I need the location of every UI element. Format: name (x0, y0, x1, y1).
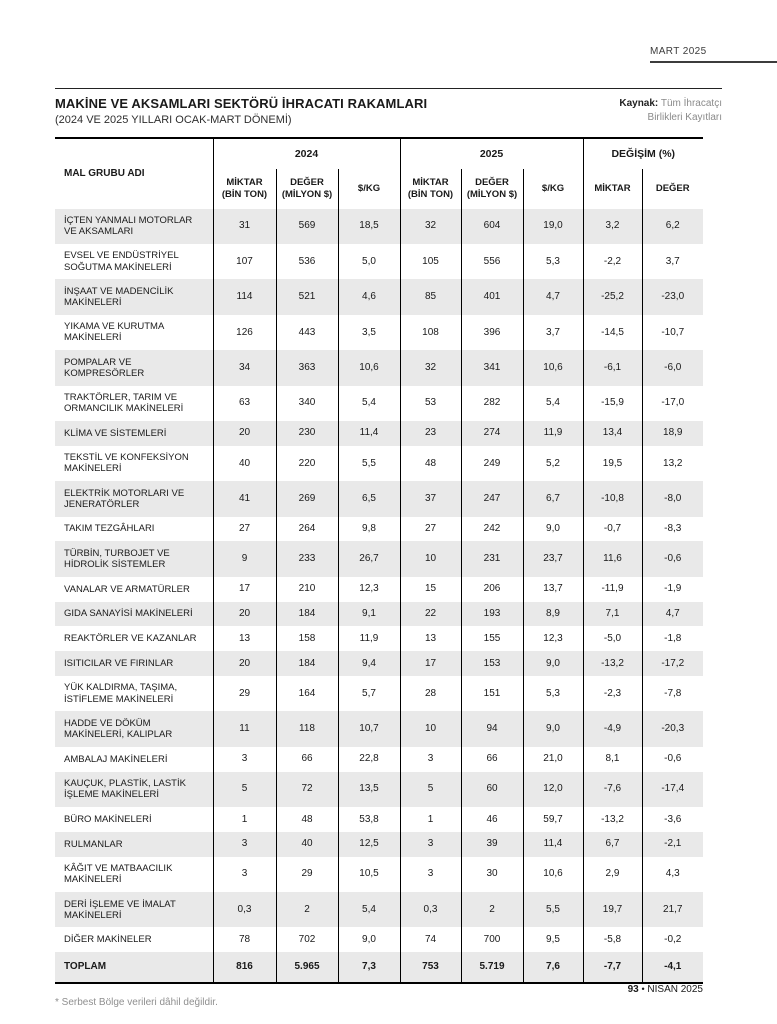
cell-value: 21,0 (523, 747, 583, 772)
table-row (55, 651, 703, 676)
cell-value: 10,6 (523, 350, 583, 385)
product-group-name: VANALAR VE ARMATÜRLER (64, 583, 190, 595)
subcol-unit: (BİN TON) (407, 188, 454, 200)
total-value: 753 (400, 952, 461, 983)
cell-value: 3,2 (583, 209, 642, 244)
cell-value: 6,7 (523, 481, 583, 516)
table-row (55, 315, 703, 350)
cell-value: -0,6 (642, 747, 703, 772)
cell-value: 569 (276, 209, 338, 244)
cell-value: 11,9 (338, 626, 400, 651)
cell-value: -7,6 (583, 772, 642, 807)
cell-value: 230 (276, 421, 338, 446)
cell-value: 206 (461, 577, 523, 602)
cell-value: 401 (461, 279, 523, 314)
cell-value: 0,3 (400, 892, 461, 927)
cell-value: 22 (400, 602, 461, 627)
subcol-header-quantity-2025 (400, 169, 461, 209)
cell-value: 3 (400, 832, 461, 857)
group-header-2024: 2024 (213, 138, 400, 169)
subcol-label: $/KG (541, 182, 565, 194)
export-figures-table (55, 137, 703, 985)
cell-value: 10,6 (523, 857, 583, 892)
table-row (55, 577, 703, 602)
cell-value: -20,3 (642, 711, 703, 746)
cell-value: 220 (276, 446, 338, 481)
table-header (55, 138, 703, 209)
total-label: TOPLAM (64, 961, 107, 973)
cell-value: 78 (213, 927, 276, 952)
cell-value: -8,3 (642, 517, 703, 542)
column-header-product-group: MAL GRUBU ADI (64, 168, 145, 180)
cell-value: 443 (276, 315, 338, 350)
cell-value: 5 (400, 772, 461, 807)
cell-value: -10,8 (583, 481, 642, 516)
subcol-label: MİKTAR (594, 182, 631, 194)
cell-value: 23,7 (523, 541, 583, 576)
cell-value: 94 (461, 711, 523, 746)
group-header-row (55, 138, 703, 169)
cell-value: 151 (461, 676, 523, 711)
table-row (55, 927, 703, 952)
cell-value: -15,9 (583, 386, 642, 421)
cell-value: 11 (213, 711, 276, 746)
table-body (55, 209, 703, 953)
cell-value: 9,5 (523, 927, 583, 952)
cell-value: 20 (213, 421, 276, 446)
cell-value: 0,3 (213, 892, 276, 927)
cell-value: 32 (400, 209, 461, 244)
cell-value: 1 (213, 807, 276, 832)
cell-value: -13,2 (583, 807, 642, 832)
report-title: MAKİNE VE AKSAMLARI SEKTÖRÜ İHRACATI RAKAMLARI (55, 96, 428, 111)
group-header-2025: 2025 (400, 138, 583, 169)
cell-value: 9,0 (523, 517, 583, 542)
cell-value: 20 (213, 602, 276, 627)
cell-value: 66 (276, 747, 338, 772)
cell-value: 9,4 (338, 651, 400, 676)
product-group-name: POMPALAR VE KOMPRESÖRLER (64, 356, 145, 379)
cell-value: 12,5 (338, 832, 400, 857)
cell-value: 74 (400, 927, 461, 952)
cell-value: 48 (276, 807, 338, 832)
report-content (55, 88, 722, 1008)
cell-value: 536 (276, 244, 338, 279)
cell-value: 34 (213, 350, 276, 385)
cell-value: 9,0 (523, 711, 583, 746)
cell-value: -10,7 (642, 315, 703, 350)
cell-value: 23 (400, 421, 461, 446)
product-group-name: ISITICILAR VE FIRINLAR (64, 657, 174, 669)
cell-value: 1 (400, 807, 461, 832)
table-row (55, 209, 703, 244)
page-number: 93 (627, 984, 639, 995)
product-group-name: TRAKTÖRLER, TARIM VE ORMANCILIK MAKİNELERİ (64, 392, 184, 415)
cell-value: 13 (213, 626, 276, 651)
cell-value: 10,7 (338, 711, 400, 746)
cell-value: 17 (213, 577, 276, 602)
cell-value: 264 (276, 517, 338, 542)
total-value: 5.965 (276, 952, 338, 983)
cell-value: -5,8 (583, 927, 642, 952)
product-group-name: YÜK KALDIRMA, TAŞIMA, İSTİFLEME MAKİNELERİ (64, 682, 178, 705)
cell-value: 231 (461, 541, 523, 576)
page-footer (55, 984, 703, 995)
subcol-header-perkg-2024 (338, 169, 400, 209)
cell-value: 118 (276, 711, 338, 746)
cell-value: 27 (213, 517, 276, 542)
cell-value: -13,2 (583, 651, 642, 676)
subcol-label: DEĞER (290, 177, 324, 189)
table-footer (55, 952, 703, 983)
cell-value: 63 (213, 386, 276, 421)
cell-value: 700 (461, 927, 523, 952)
product-group-name: AMBALAJ MAKİNELERİ (64, 753, 168, 765)
cell-value: -0,2 (642, 927, 703, 952)
cell-value: 40 (213, 446, 276, 481)
table-row (55, 832, 703, 857)
cell-value: 8,9 (523, 602, 583, 627)
cell-value: 556 (461, 244, 523, 279)
cell-value: 22,8 (338, 747, 400, 772)
cell-value: 363 (276, 350, 338, 385)
table-row (55, 350, 703, 385)
report-header (55, 88, 722, 128)
cell-value: -17,4 (642, 772, 703, 807)
source-label: Kaynak: (619, 98, 659, 109)
cell-value: 18,9 (642, 421, 703, 446)
cell-value: 32 (400, 350, 461, 385)
subcol-unit: (MİLYON $) (466, 188, 518, 200)
cell-value: 12,3 (523, 626, 583, 651)
cell-value: 5,7 (338, 676, 400, 711)
cell-value: 233 (276, 541, 338, 576)
product-group-name: KÂĞIT VE MATBAACILIK MAKİNELERİ (64, 863, 173, 886)
cell-value: 5,3 (523, 676, 583, 711)
cell-value: 9,1 (338, 602, 400, 627)
cell-value: 3 (400, 857, 461, 892)
table-row (55, 386, 703, 421)
table-row (55, 244, 703, 279)
cell-value: 13,4 (583, 421, 642, 446)
cell-value: 164 (276, 676, 338, 711)
cell-value: 5,4 (338, 892, 400, 927)
cell-value: 341 (461, 350, 523, 385)
cell-value: 3 (400, 747, 461, 772)
cell-value: 242 (461, 517, 523, 542)
cell-value: 11,4 (523, 832, 583, 857)
table-row (55, 279, 703, 314)
cell-value: 3 (213, 857, 276, 892)
cell-value: 11,4 (338, 421, 400, 446)
table-row (55, 541, 703, 576)
cell-value: 28 (400, 676, 461, 711)
subcol-label: MİKTAR (412, 177, 449, 189)
cell-value: 7,1 (583, 602, 642, 627)
cell-value: 5,5 (523, 892, 583, 927)
cell-value: 269 (276, 481, 338, 516)
cell-value: 9 (213, 541, 276, 576)
total-value: 7,3 (338, 952, 400, 983)
product-group-name: DİĞER MAKİNELER (64, 934, 152, 946)
cell-value: -6,0 (642, 350, 703, 385)
subcol-header-change-quantity (583, 169, 642, 209)
total-value: 7,6 (523, 952, 583, 983)
cell-value: 396 (461, 315, 523, 350)
cell-value: 13 (400, 626, 461, 651)
product-group-name: DERİ İŞLEME VE İMALAT MAKİNELERİ (64, 898, 176, 921)
subcol-header-quantity-2024 (213, 169, 276, 209)
subcol-label: DEĞER (655, 182, 690, 194)
cell-value: 604 (461, 209, 523, 244)
cell-value: 59,7 (523, 807, 583, 832)
product-group-name: YIKAMA VE KURUTMA MAKİNELERİ (64, 321, 164, 344)
cell-value: 184 (276, 651, 338, 676)
footnote: * Serbest Bölge verileri dâhil değildir. (55, 997, 218, 1009)
cell-value: 2 (461, 892, 523, 927)
cell-value: 5,4 (338, 386, 400, 421)
cell-value: 40 (276, 832, 338, 857)
cell-value: -0,7 (583, 517, 642, 542)
cell-value: 53 (400, 386, 461, 421)
table-row (55, 676, 703, 711)
subcol-label: $/KG (357, 182, 381, 194)
cell-value: 12,3 (338, 577, 400, 602)
cell-value: -11,9 (583, 577, 642, 602)
cell-value: 37 (400, 481, 461, 516)
table-row (55, 481, 703, 516)
cell-value: 4,7 (523, 279, 583, 314)
cell-value: 282 (461, 386, 523, 421)
cell-value: 15 (400, 577, 461, 602)
cell-value: 29 (213, 676, 276, 711)
cell-value: 10 (400, 711, 461, 746)
table-row (55, 772, 703, 807)
cell-value: 4,7 (642, 602, 703, 627)
cell-value: 31 (213, 209, 276, 244)
cell-value: 193 (461, 602, 523, 627)
cell-value: 46 (461, 807, 523, 832)
cell-value: 210 (276, 577, 338, 602)
cell-value: 10,6 (338, 350, 400, 385)
cell-value: -17,2 (642, 651, 703, 676)
table-row (55, 446, 703, 481)
cell-value: 4,6 (338, 279, 400, 314)
subcol-header-change-value (642, 169, 703, 209)
cell-value: 5 (213, 772, 276, 807)
cell-value: 19,0 (523, 209, 583, 244)
cell-value: 126 (213, 315, 276, 350)
product-group-name: RULMANLAR (64, 838, 123, 850)
table-row (55, 626, 703, 651)
cell-value: 11,6 (583, 541, 642, 576)
product-group-name: İNŞAAT VE MADENCİLİK MAKİNELERİ (64, 285, 174, 309)
table-row (55, 747, 703, 772)
cell-value: 48 (400, 446, 461, 481)
subcol-label: DEĞER (475, 177, 509, 189)
cell-value: 10 (400, 541, 461, 576)
total-value: 5.719 (461, 952, 523, 983)
cell-value: -6,1 (583, 350, 642, 385)
cell-value: 3,7 (642, 244, 703, 279)
subcol-header-value-2025 (461, 169, 523, 209)
cell-value: -23,0 (642, 279, 703, 314)
product-group-name: REAKTÖRLER VE KAZANLAR (64, 633, 197, 645)
cell-value: -5,0 (583, 626, 642, 651)
cell-value: 3 (213, 747, 276, 772)
cell-value: 155 (461, 626, 523, 651)
group-header-change: DEĞİŞİM (%) (583, 138, 703, 169)
cell-value: 3,7 (523, 315, 583, 350)
cell-value: -2,1 (642, 832, 703, 857)
product-group-name: KAUÇUK, PLASTİK, LASTİK İŞLEME MAKİNELERİ (64, 778, 186, 801)
cell-value: 17 (400, 651, 461, 676)
cell-value: -8,0 (642, 481, 703, 516)
cell-value: 19,7 (583, 892, 642, 927)
cell-value: 2 (276, 892, 338, 927)
cell-value: 13,2 (642, 446, 703, 481)
table-row (55, 517, 703, 542)
cell-value: -4,9 (583, 711, 642, 746)
cell-value: 5,2 (523, 446, 583, 481)
cell-value: 521 (276, 279, 338, 314)
cell-value: -1,8 (642, 626, 703, 651)
table-row (55, 421, 703, 446)
footer-separator: • (641, 984, 645, 994)
cell-value: -14,5 (583, 315, 642, 350)
cell-value: -17,0 (642, 386, 703, 421)
cell-value: -25,2 (583, 279, 642, 314)
product-group-name: TEKSTİL VE KONFEKSİYON MAKİNELERİ (64, 452, 189, 475)
product-group-name: TÜRBİN, TURBOJET VE HİDROLİK SİSTEMLER (64, 547, 170, 571)
cell-value: 41 (213, 481, 276, 516)
source-line-1 (619, 97, 722, 111)
cell-value: 60 (461, 772, 523, 807)
cell-value: 85 (400, 279, 461, 314)
table-row (55, 602, 703, 627)
cell-value: 9,0 (338, 927, 400, 952)
cell-value: 6,2 (642, 209, 703, 244)
cell-value: 6,7 (583, 832, 642, 857)
issue-date-label: MART 2025 (650, 46, 777, 63)
source-value-1: Tüm İhracatçı (660, 98, 722, 109)
cell-value: 5,3 (523, 244, 583, 279)
cell-value: 105 (400, 244, 461, 279)
cell-value: -3,6 (642, 807, 703, 832)
cell-value: 13,7 (523, 577, 583, 602)
cell-value: -0,6 (642, 541, 703, 576)
total-value: -4,1 (642, 952, 703, 983)
cell-value: 249 (461, 446, 523, 481)
product-group-name: HADDE VE DÖKÜM MAKİNELERİ, KALIPLAR (64, 717, 173, 741)
table-row (55, 711, 703, 746)
cell-value: 11,9 (523, 421, 583, 446)
product-group-name: EVSEL VE ENDÜSTRİYEL SOĞUTMA MAKİNELERİ (64, 250, 179, 273)
cell-value: 6,5 (338, 481, 400, 516)
total-value: -7,7 (583, 952, 642, 983)
product-group-name: GIDA SANAYİSİ MAKİNELERİ (64, 608, 193, 620)
subcol-unit: (BİN TON) (221, 188, 268, 200)
cell-value: -2,3 (583, 676, 642, 711)
total-row (55, 952, 703, 983)
cell-value: 53,8 (338, 807, 400, 832)
cell-value: 5,4 (523, 386, 583, 421)
subcol-unit: (MİLYON $) (281, 188, 333, 200)
cell-value: 26,7 (338, 541, 400, 576)
cell-value: 9,0 (523, 651, 583, 676)
cell-value: 12,0 (523, 772, 583, 807)
cell-value: 3 (213, 832, 276, 857)
subcol-header-perkg-2025 (523, 169, 583, 209)
cell-value: 184 (276, 602, 338, 627)
cell-value: 153 (461, 651, 523, 676)
cell-value: 5,0 (338, 244, 400, 279)
cell-value: 247 (461, 481, 523, 516)
subcol-label: MİKTAR (226, 177, 263, 189)
cell-value: 13,5 (338, 772, 400, 807)
cell-value: -2,2 (583, 244, 642, 279)
cell-value: 107 (213, 244, 276, 279)
product-group-name: ELEKTRİK MOTORLARI VE JENERATÖRLER (64, 487, 185, 510)
cell-value: -7,8 (642, 676, 703, 711)
cell-value: 702 (276, 927, 338, 952)
table-row (55, 857, 703, 892)
cell-value: 10,5 (338, 857, 400, 892)
report-subtitle: (2024 VE 2025 YILLARI OCAK-MART DÖNEMİ) (55, 114, 292, 127)
cell-value: 5,5 (338, 446, 400, 481)
cell-value: 39 (461, 832, 523, 857)
total-value: 816 (213, 952, 276, 983)
cell-value: 340 (276, 386, 338, 421)
product-group-name: KLİMA VE SİSTEMLERİ (64, 427, 167, 439)
footer-issue: NİSAN 2025 (647, 984, 703, 995)
cell-value: 4,3 (642, 857, 703, 892)
product-group-name: BÜRO MAKİNELERİ (64, 813, 152, 825)
cell-value: 20 (213, 651, 276, 676)
cell-value: 72 (276, 772, 338, 807)
title-block (55, 96, 427, 128)
source-note (619, 97, 722, 124)
product-group-name: İÇTEN YANMALI MOTORLAR VE AKSAMLARI (64, 215, 193, 238)
cell-value: 8,1 (583, 747, 642, 772)
cell-value: 30 (461, 857, 523, 892)
cell-value: 27 (400, 517, 461, 542)
cell-value: 21,7 (642, 892, 703, 927)
table-row (55, 807, 703, 832)
cell-value: 2,9 (583, 857, 642, 892)
cell-value: 9,8 (338, 517, 400, 542)
product-group-name: TAKIM TEZGÂHLARI (64, 523, 155, 535)
cell-value: 108 (400, 315, 461, 350)
source-value-2: Birlikleri Kayıtları (647, 111, 722, 123)
cell-value: 274 (461, 421, 523, 446)
cell-value: 114 (213, 279, 276, 314)
cell-value: 18,5 (338, 209, 400, 244)
cell-value: 19,5 (583, 446, 642, 481)
cell-value: 29 (276, 857, 338, 892)
cell-value: -1,9 (642, 577, 703, 602)
cell-value: 66 (461, 747, 523, 772)
table-row (55, 892, 703, 927)
subcol-header-value-2024 (276, 169, 338, 209)
cell-value: 158 (276, 626, 338, 651)
cell-value: 3,5 (338, 315, 400, 350)
